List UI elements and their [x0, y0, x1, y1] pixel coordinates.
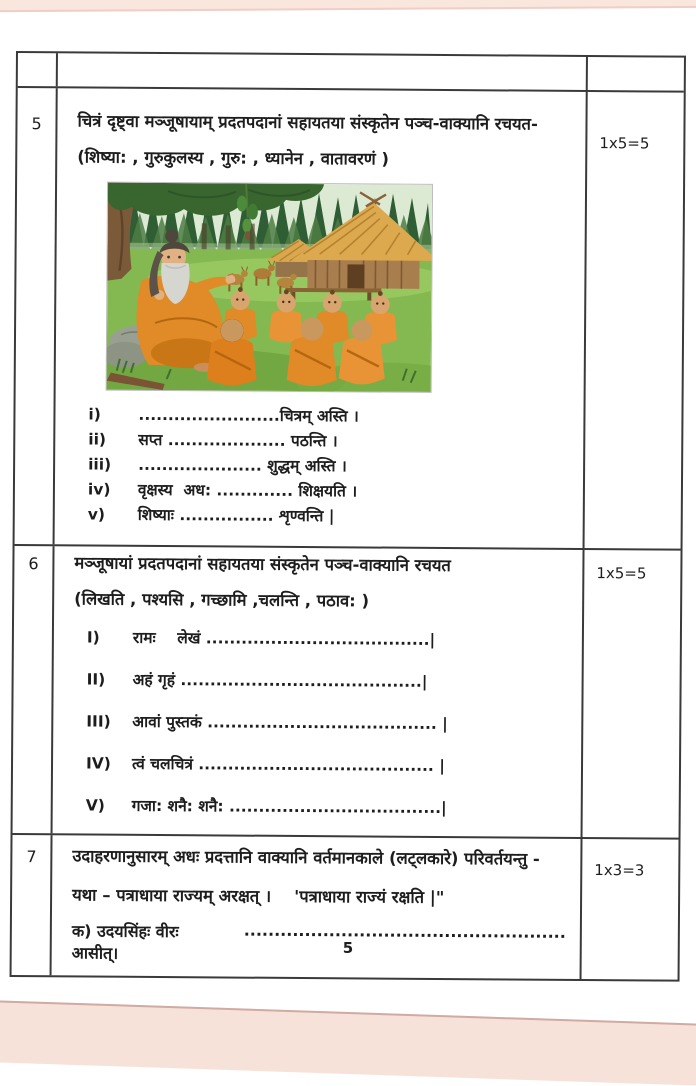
list-item	[88, 428, 569, 456]
list-item	[87, 670, 568, 693]
list-item	[86, 796, 567, 819]
question-paper-table	[10, 51, 686, 981]
list-item	[88, 403, 569, 431]
question-row-7	[12, 835, 679, 979]
question-prompt: मञ्जूषायां प्रदतपदानां सहायतया संस्कृतेन पञ्च-वाक्यानि रचयत	[74, 553, 451, 576]
item-label: i)	[88, 405, 101, 424]
list-item	[86, 754, 567, 777]
question-body	[55, 88, 588, 548]
item-label: iii)	[88, 455, 112, 474]
gurukul-illustration	[106, 182, 433, 393]
question6-items	[86, 628, 568, 819]
item-text: सप्त .................... पठन्ति ।	[138, 431, 338, 451]
scan-background-bottom-edge	[0, 1000, 696, 1086]
question-number: 5	[15, 88, 58, 544]
question-row-6	[13, 546, 681, 840]
item-label: I)	[86, 628, 100, 647]
item-label: क)	[71, 920, 92, 941]
item-text: गजा: शनै: शनै: ....................................|	[131, 797, 447, 818]
question-body	[52, 836, 583, 979]
item-label: iv)	[87, 480, 111, 499]
list-item	[88, 453, 569, 481]
item-text: वृक्षस्य अध: ............. शिक्षयति ।	[137, 481, 358, 501]
question-prompt: उदाहरणानुसारम् अधः प्रदत्तानि वाक्यानि वर्तमानकाले (लट्लकारे) परिवर्तयन्तु -	[72, 846, 540, 869]
marks-value: 1x5=5	[596, 564, 647, 583]
question-number: 7	[12, 835, 53, 975]
item-text: शिष्याः ................ शृण्वन्ति |	[137, 506, 335, 526]
header-marks-cell	[588, 57, 684, 91]
list-item	[88, 503, 569, 531]
question5-items	[88, 403, 570, 531]
word-bank: (शिष्या: , गुरुकुलस्य , गुरु: , ध्यानेन , वातावरणं )	[77, 147, 390, 169]
item-text: आवां पुस्तकं ....................................... |	[132, 713, 448, 734]
marks-value: 1x5=5	[599, 134, 650, 153]
item-label: v)	[87, 505, 106, 524]
item-text: ..................... शुद्धम् अस्ति ।	[138, 456, 347, 476]
question-example: यथा – पत्राधाया राज्यम् अरक्षत् । 'पत्राधाया राज्यं रक्षति |"	[72, 884, 445, 907]
table-header-row	[18, 53, 684, 93]
item-label: IV)	[85, 754, 111, 773]
scan-background-top-edge	[0, 0, 696, 12]
item-label: V)	[85, 796, 105, 815]
item-text: रामः लेखं ......................................|	[132, 629, 436, 650]
question-number: 6	[13, 546, 55, 834]
item-label: ii)	[88, 430, 107, 449]
marks-value: 1x3=3	[594, 861, 645, 880]
list-item	[88, 478, 569, 506]
word-bank: (लिखति , पश्यसि , गच्छामि ,चलन्ति , पठाव: )	[74, 589, 370, 611]
item-text: अहं गृहं .........................................|	[132, 671, 428, 692]
list-item	[87, 628, 568, 651]
header-question-cell	[58, 53, 588, 90]
question-prompt: चित्रं दृष्ट्वा मञ्जूषायाम् प्रदतपदानां सहायतया संस्कृतेन पञ्च-वाक्यानि रचयत-	[77, 111, 538, 134]
header-number-cell	[18, 53, 58, 86]
question-body	[53, 546, 585, 837]
item-text: ........................चित्रम् अस्ति ।	[138, 406, 359, 426]
item-label: II)	[86, 670, 106, 689]
item-text: क) उदयसिंहः वीरः आसीत्।	[71, 920, 185, 963]
answer-dots: .....................................................	[243, 920, 566, 942]
page-number: 5	[342, 939, 354, 957]
list-item	[86, 712, 567, 735]
item-text: त्वं चलचित्रं ........................................ |	[131, 755, 445, 776]
item-label: III)	[86, 712, 111, 731]
question-row-5	[15, 88, 684, 551]
